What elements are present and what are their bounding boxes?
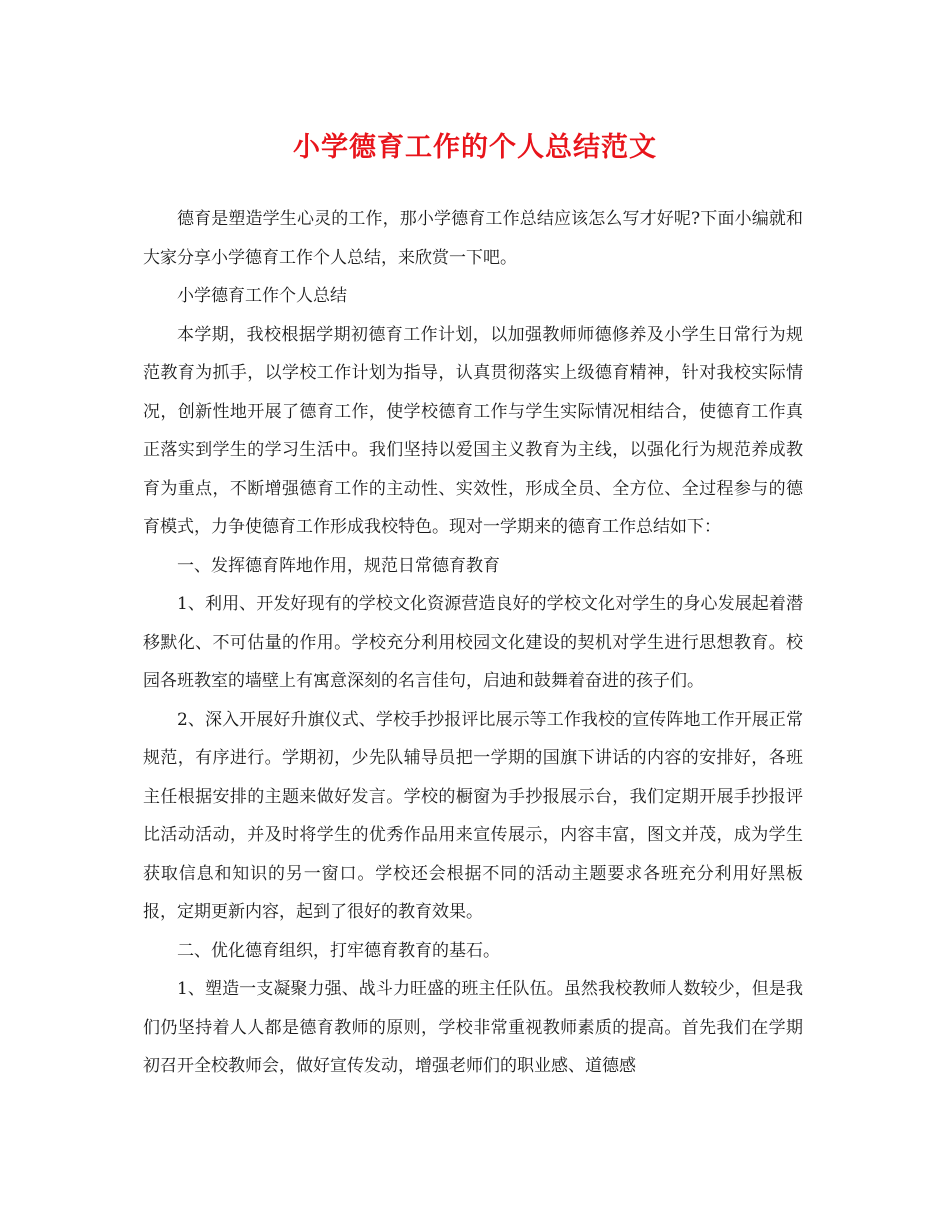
section-heading: 二、优化德育组织，打牢德育教育的基石。: [177, 940, 500, 961]
paragraph: 1、塑造一支凝聚力强、战斗力旺盛的班主任队伍。虽然我校教师人数较少，但是我们仍坚持着人人都是德育教师的原则，学校非常重视教师素质的提高。首先我们在学期初召开全校教师会，做好宣传发动，增强老师们的职业感、道德感: [143, 979, 803, 1076]
section-heading: 一、发挥德育阵地作用，规范日常德育教育: [177, 555, 500, 576]
document-body: [143, 200, 803, 1086]
paragraph: 德育是塑造学生心灵的工作，那小学德育工作总结应该怎么写才好呢?下面小编就和大家分享小学德育工作个人总结，来欣赏一下吧。: [143, 209, 803, 268]
document-title: 小学德育工作的个人总结范文: [293, 132, 657, 163]
paragraph: 2、深入开展好升旗仪式、学校手抄报评比展示等工作我校的宣传阵地工作开展正常规范，有序进行。学期初，少先队辅导员把一学期的国旗下讲话的内容的安排好，各班主任根据安排的主题来做好发言。学校的橱窗为手抄报展示台，我们定期开展手抄报评比活动活动，并及时将学生的优秀作品用来宣传展示，内容丰富，图文并茂，成为学生获取信息和知识的另一窗口。学校还会根据不同的活动主题要求各班充分利用好黑板报，定期更新内容，起到了很好的教育效果。: [143, 709, 803, 922]
paragraph: 1、利用、开发好现有的学校文化资源营造良好的学校文化对学生的身心发展起着潜移默化、不可估量的作用。学校充分利用校园文化建设的契机对学生进行思想教育。校园各班教室的墙壁上有寓意深刻的名言佳句，启迪和鼓舞着奋进的孩子们。: [143, 594, 803, 691]
paragraph: 本学期，我校根据学期初德育工作计划，以加强教师师德修养及小学生日常行为规范教育为抓手，以学校工作计划为指导，认真贯彻落实上级德育精神，针对我校实际情况，创新性地开展了德育工作，使学校德育工作与学生实际情况相结合，使德育工作真正落实到学生的学习生活中。我们坚持以爱国主义教育为主线，以强化行为规范养成教育为重点，不断增强德育工作的主动性、实效性，形成全员、全方位、全过程参与的德育模式，力争使德育工作形成我校特色。现对一学期来的德育工作总结如下：: [143, 324, 803, 537]
paragraph: 小学德育工作个人总结: [177, 286, 347, 306]
